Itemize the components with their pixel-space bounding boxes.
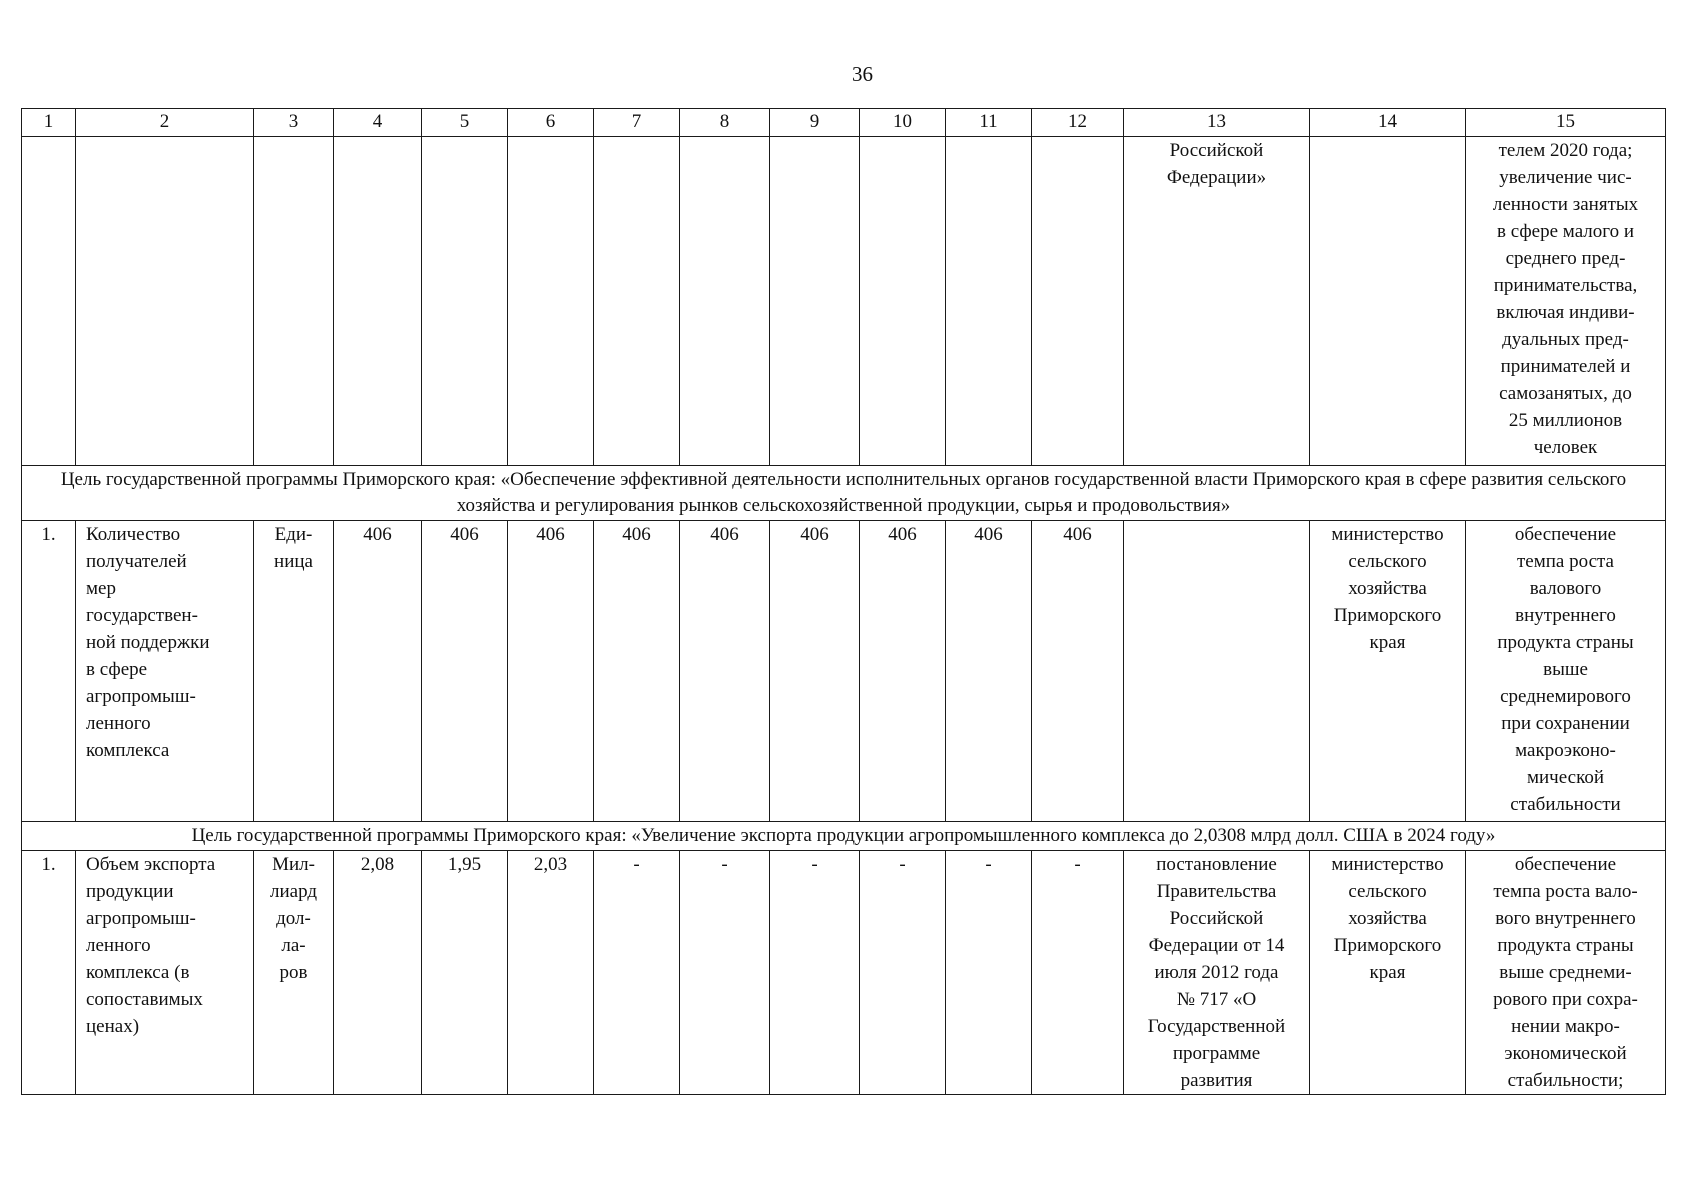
- cell-indicator: Количество получателей мер государствен- ной поддержки в сфере агропромыш- ленного комплекса: [76, 521, 254, 822]
- goal-row: [22, 822, 1666, 851]
- header-cell: 14: [1310, 109, 1466, 137]
- cell-value: 406: [1032, 521, 1124, 822]
- page-number: 36: [852, 62, 873, 86]
- goal-text: Цель государственной программы Приморского края: «Увеличение экспорта продукции агропромышленного комплекса до 2,0308 млрд долл. США в 2024 году»: [22, 822, 1666, 851]
- cell-value: 406: [508, 521, 594, 822]
- goal-row: [22, 466, 1666, 521]
- cell-value: -: [1032, 851, 1124, 1095]
- cell-value: [770, 137, 860, 466]
- header-cell: 3: [254, 109, 334, 137]
- header-cell: 6: [508, 109, 594, 137]
- cell-value: 2,03: [508, 851, 594, 1095]
- cell-indicator: [76, 137, 254, 466]
- table-row: [22, 137, 1666, 466]
- header-cell: 8: [680, 109, 770, 137]
- goal-text: Цель государственной программы Приморского края: «Обеспечение эффективной деятельности исполнительных органов государственной власти Приморского края в сфере развития сельского хозяйства и регулирования рынков сельскохозяйственной продукции, сырья и продовольствия»: [22, 466, 1666, 521]
- cell-relation: телем 2020 года; увеличение чис- ленности занятых в сфере малого и среднего пред- принимательства, включая индиви- дуальных пред- принимателей и самозанятых, до 25 миллионов человек: [1466, 137, 1666, 466]
- cell-value: 406: [334, 521, 422, 822]
- table-row: [22, 521, 1666, 822]
- header-cell: 15: [1466, 109, 1666, 137]
- cell-value: [422, 137, 508, 466]
- cell-value: -: [860, 851, 946, 1095]
- cell-value: -: [594, 851, 680, 1095]
- header-cell: 13: [1124, 109, 1310, 137]
- cell-value: 406: [770, 521, 860, 822]
- indicators-table: [21, 108, 1666, 1095]
- cell-number: [22, 137, 76, 466]
- cell-value: 1,95: [422, 851, 508, 1095]
- cell-value: [860, 137, 946, 466]
- cell-unit: [254, 137, 334, 466]
- cell-unit: Еди- ница: [254, 521, 334, 822]
- cell-document: Российской Федерации»: [1124, 137, 1310, 466]
- cell-value: -: [680, 851, 770, 1095]
- cell-number: 1.: [22, 851, 76, 1095]
- cell-responsible: [1310, 137, 1466, 466]
- table-row: [22, 851, 1666, 1095]
- header-cell: 7: [594, 109, 680, 137]
- cell-value: [508, 137, 594, 466]
- header-cell: 10: [860, 109, 946, 137]
- header-row: [22, 109, 1666, 137]
- cell-relation: обеспечение темпа роста вало- вого внутреннего продукта страны выше среднеми- рового при сохра- нении макро- экономической стабильности;: [1466, 851, 1666, 1095]
- cell-value: 2,08: [334, 851, 422, 1095]
- header-cell: 5: [422, 109, 508, 137]
- header-cell: 4: [334, 109, 422, 137]
- cell-value: -: [946, 851, 1032, 1095]
- cell-relation: обеспечение темпа роста валового внутреннего продукта страны выше среднемирового при сохранении макроэконо- мической стабильности: [1466, 521, 1666, 822]
- cell-value: [334, 137, 422, 466]
- cell-value: 406: [680, 521, 770, 822]
- cell-value: [1032, 137, 1124, 466]
- cell-value: 406: [422, 521, 508, 822]
- header-cell: 12: [1032, 109, 1124, 137]
- header-cell: 2: [76, 109, 254, 137]
- header-cell: 1: [22, 109, 76, 137]
- header-cell: 9: [770, 109, 860, 137]
- cell-indicator: Объем экспорта продукции агропромыш- ленного комплекса (в сопоставимых ценах): [76, 851, 254, 1095]
- cell-value: [680, 137, 770, 466]
- cell-value: -: [770, 851, 860, 1095]
- cell-unit: Мил- лиард дол- ла- ров: [254, 851, 334, 1095]
- cell-value: 406: [594, 521, 680, 822]
- cell-document: постановление Правительства Российской Федерации от 14 июля 2012 года № 717 «О Государственной программе развития: [1124, 851, 1310, 1095]
- cell-value: 406: [860, 521, 946, 822]
- cell-responsible: министерство сельского хозяйства Приморского края: [1310, 851, 1466, 1095]
- header-cell: 11: [946, 109, 1032, 137]
- cell-value: [594, 137, 680, 466]
- cell-value: 406: [946, 521, 1032, 822]
- cell-value: [946, 137, 1032, 466]
- cell-responsible: министерство сельского хозяйства Приморского края: [1310, 521, 1466, 822]
- cell-number: 1.: [22, 521, 76, 822]
- cell-document: [1124, 521, 1310, 822]
